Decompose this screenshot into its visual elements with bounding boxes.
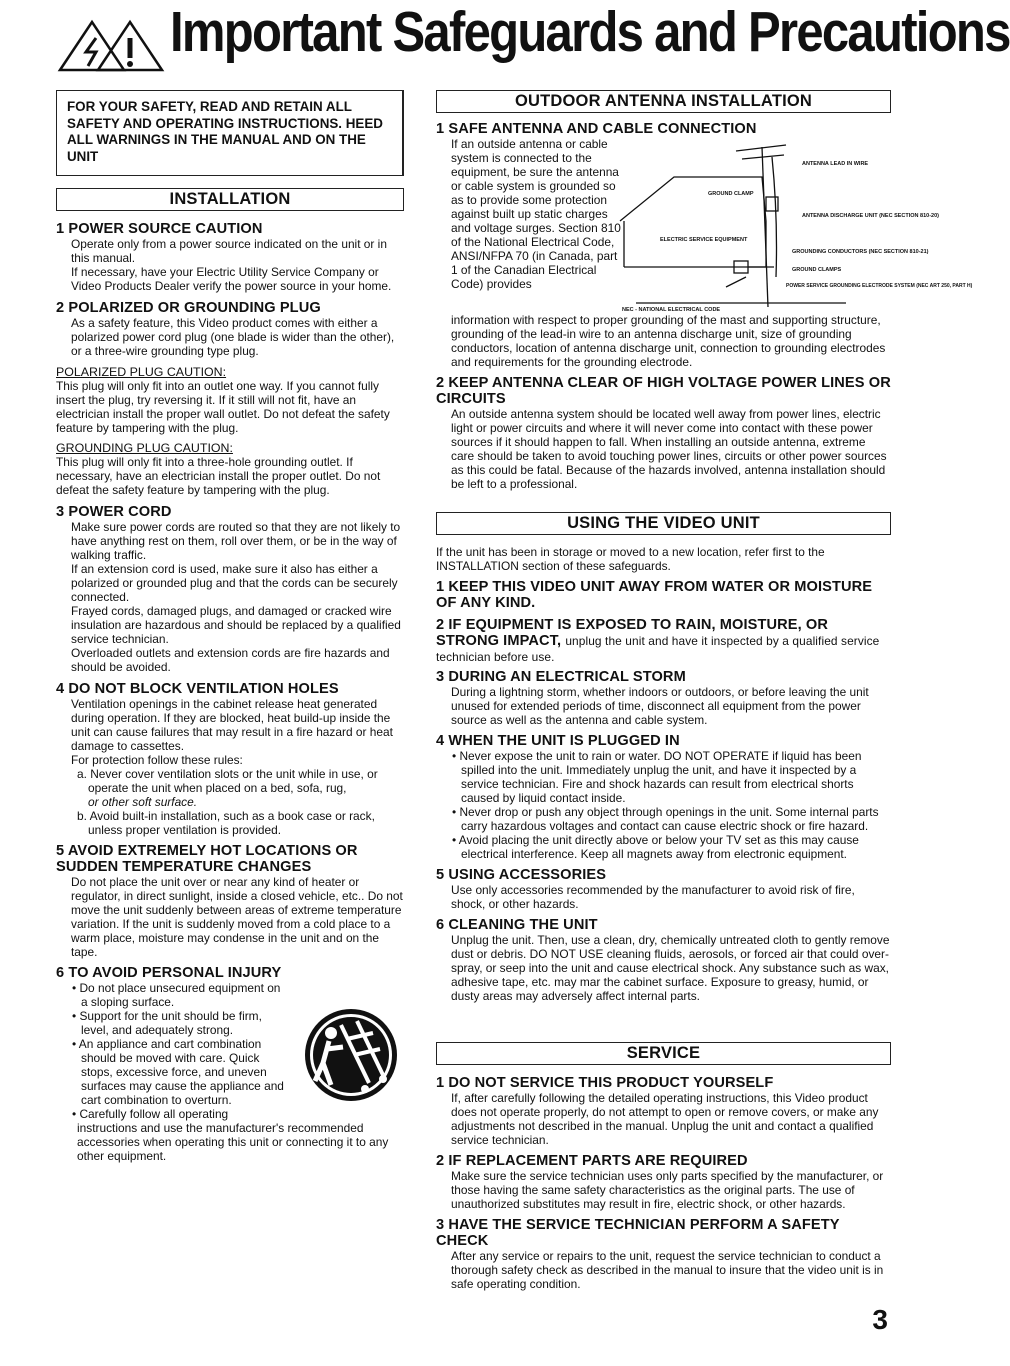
rain-text: unplug the unit and have it inspected by a qualified service technician before use.: [436, 634, 880, 664]
power-source-title: 1 POWER SOURCE CAUTION: [56, 221, 263, 237]
power-cord-text-4: Overloaded outlets and extension cords are fire hazards and should be avoided.: [71, 646, 390, 674]
label-nec: NEC - NATIONAL ELECTRICAL CODE: [622, 307, 721, 313]
safety-check-title: 3 HAVE THE SERVICE TECHNICIAN PERFORM A SAFETY CHECK: [436, 1217, 840, 1249]
power-cord-text-3: Frayed cords, damaged plugs, and damaged or cracked wire insulation are hazardous and should be replaced by a qualified service technician.: [71, 604, 401, 646]
antenna-header: OUTDOOR ANTENNA INSTALLATION: [436, 90, 891, 113]
ventilation-title: 4 DO NOT BLOCK VENTILATION HOLES: [56, 681, 339, 697]
ventilation-rule-a: a. Never cover ventilation slots or the unit while in use, or operate the unit when placed on a bed, sofa, rug,: [77, 767, 378, 795]
page-title: Important Safeguards and Precautions: [170, 0, 1010, 64]
antenna-connection-cont: information with respect to proper grounding of the mast and supporting structure, grounding of the lead-in wire to an antenna discharge unit, size of grounding conductors, location of antenna discharge unit, connection to grounding electrodes and requirements for the grounding electrode.: [451, 313, 886, 369]
antenna-section: [436, 90, 973, 491]
plugged-in-title: 4 WHEN THE UNIT IS PLUGGED IN: [436, 733, 680, 749]
plugged-bullet-3: • Avoid placing the unit directly above or below your TV set as this may cause electrical interference. Keep all magnets away from electronic equipment.: [452, 833, 859, 861]
plugged-bullet-2: • Never drop or push any object through openings in the unit. Some internal parts carry hazardous voltages and contact can cause electric shock or fire hazard.: [452, 805, 879, 833]
warning-icons: [56, 18, 166, 74]
video-intro: If the unit has been in storage or moved to a new location, refer first to the INSTALLATION section of these safeguards.: [436, 545, 825, 573]
ventilation-text-1: Ventilation openings in the cabinet release heat generated during operation. If they are blocked, heat build-up inside the unit can cause failures that may result in a fire hazard or heat damage to cassettes.: [71, 697, 393, 753]
video-section: [436, 512, 891, 1003]
page-number: 3: [872, 1304, 888, 1335]
cleaning-title: 6 CLEANING THE UNIT: [436, 917, 598, 933]
safety-check-text: After any service or repairs to the unit, request the service technician to conduct a thorough safety check as described in the manual to insure that the video unit is in safe operating condition.: [451, 1249, 884, 1291]
water-title: 1 KEEP THIS VIDEO UNIT AWAY FROM WATER OR MOISTURE OF ANY KIND.: [436, 579, 873, 611]
accessories-text: Use only accessories recommended by the manufacturer to avoid risk of fire, shock, or other hazards.: [451, 883, 855, 911]
label-discharge-unit: ANTENNA DISCHARGE UNIT (NEC SECTION 810-20): [802, 213, 940, 219]
polarized-plug-text: As a safety feature, this Video product comes with either a polarized power cord plug (one blade is wider than the other), or a three-wire grounding type plug.: [71, 316, 395, 358]
injury-bullet-2: • Support for the unit should be firm, level, and adequately strong.: [72, 1009, 262, 1037]
power-cord-title: 3 POWER CORD: [56, 504, 172, 520]
accessories-title: 5 USING ACCESSORIES: [436, 867, 607, 883]
injury-bullet-3: • An appliance and cart combination should be moved with care. Quick stops, excessive force, and uneven surfaces may cause the appliance and cart combination to overturn.: [72, 1037, 284, 1107]
cleaning-text: Unplug the unit. Then, use a clean, dry, chemically untreated cloth to gently remove dust or debris. DO NOT USE cleaning fluids, aerosols, or forced air that could over-spray, or seep into the unit and cause electrical shock. Any substance such as wax, adhesive tape, etc. may mar the cabinet surface. Exposure to greasy, humid, or dusty areas may adversely affect internal parts.: [451, 933, 890, 1003]
antenna-grounding-diagram: [616, 137, 973, 313]
antenna-connection-text: If an outside antenna or cable system is connected to the equipment, be sure the antenna or cable system is grounded so as to provide some protection against built up static charges and voltage surges. Section 810 of the National Electrical Code, ANSI/NFPA 70 (in Canada, part 1 of the Canadian Electrical Code) provides: [451, 137, 621, 291]
power-source-text-1: Operate only from a power source indicated on the unit or in this manual.: [71, 237, 387, 265]
antenna-clear-title: 2 KEEP ANTENNA CLEAR OF HIGH VOLTAGE POWER LINES OR CIRCUITS: [436, 375, 891, 407]
power-source-text-2: If necessary, have your Electric Utility Service Company or Video Products Dealer verify the power source in your home.: [71, 265, 392, 293]
ventilation-text-2: For protection follow these rules:: [71, 753, 243, 767]
hot-locations-text: Do not place the unit over or near any kind of heater or regulator, in direct sunlight, inside a closed vehicle, etc.. Do not move the unit suddenly between areas of extreme temperature variation. If the unit is suddenly moved from a cold place to a warm place, moisture may condense in the unit and on the tape.: [71, 875, 403, 959]
ventilation-rule-a2: or other soft surface.: [88, 795, 198, 809]
storm-text: During a lightning storm, whether indoors or outdoors, or before leaving the unit unused for extended periods of time, disconnect all equipment from the power source as well as the antenna and cable system.: [451, 685, 869, 727]
label-electrode: POWER SERVICE GROUNDING ELECTRODE SYSTEM (NEC ART 250, PART H): [786, 283, 973, 289]
polarized-plug-title: 2 POLARIZED OR GROUNDING PLUG: [56, 300, 321, 316]
rain-title: 2 IF EQUIPMENT IS EXPOSED TO RAIN, MOISTURE, OR STRONG IMPACT,: [436, 617, 829, 649]
label-lead-in: ANTENNA LEAD IN WIRE: [802, 161, 869, 167]
grounding-caution-head: GROUNDING PLUG CAUTION:: [56, 441, 233, 455]
no-service-title: 1 DO NOT SERVICE THIS PRODUCT YOURSELF: [436, 1075, 774, 1091]
power-cord-text-2: If an extension cord is used, make sure it also has either a polarized or grounded plug and that the cords can be securely connected.: [71, 562, 398, 604]
replacement-parts-title: 2 IF REPLACEMENT PARTS ARE REQUIRED: [436, 1153, 748, 1169]
antenna-connection-title: 1 SAFE ANTENNA AND CABLE CONNECTION: [436, 121, 757, 137]
grounding-caution-text: This plug will only fit into a three-hole grounding outlet. If necessary, have an electrician install the proper outlet. Do not defeat the safety feature by tampering with the plug.: [56, 455, 381, 497]
service-section: [436, 1042, 891, 1291]
installation-section: [56, 188, 404, 1163]
installation-header: INSTALLATION: [56, 188, 404, 211]
personal-injury-title: 6 TO AVOID PERSONAL INJURY: [56, 965, 282, 981]
ventilation-rule-b: b. Avoid built-in installation, such as a book case or rack, unless proper ventilation is provided.: [77, 809, 375, 837]
label-ground-clamps: GROUND CLAMPS: [792, 267, 842, 273]
cart-tipover-icon: [301, 1005, 401, 1105]
label-grounding-conductors: GROUNDING CONDUCTORS (NEC SECTION 810-21): [792, 249, 929, 255]
plugged-bullet-1: • Never expose the unit to rain or water. DO NOT OPERATE if liquid has been spilled into the unit. Immediately unplug the unit, and have it inspected by a service technician. Fire and shock hazards can result from electrical shorts caused by liquid contact inside.: [452, 749, 862, 805]
video-header: USING THE VIDEO UNIT: [436, 512, 891, 535]
storm-title: 3 DURING AN ELECTRICAL STORM: [436, 669, 686, 685]
safety-notice-box: [56, 90, 404, 176]
polarized-caution-head: POLARIZED PLUG CAUTION:: [56, 365, 227, 379]
polarized-caution-text: This plug will only fit into an outlet one way. If you cannot fully insert the plug, try reversing it. If it still will not fit, have an electrician install the proper wall outlet. Do not defeat the safety feature by tampering with the plug.: [56, 379, 390, 435]
service-header: SERVICE: [436, 1042, 891, 1065]
injury-bullet-4-cont: instructions and use the manufacturer's recommended accessories when operating this unit or connecting it to any other equipment.: [77, 1121, 389, 1163]
label-ground-clamp: GROUND CLAMP: [708, 191, 754, 197]
no-service-text: If, after carefully following the detailed operating instructions, this Video product does not operate properly, do not attempt to open or remove covers, or make any adjustments not described in the manual. Unplug the unit and contact a qualified service technician.: [451, 1091, 879, 1147]
injury-bullet-1: • Do not place unsecured equipment on a sloping surface.: [72, 981, 281, 1009]
antenna-clear-text: An outside antenna system should be located well away from power lines, electric light or power circuits and where it will never come into contact with these power sources if it should happen to fall. When installing an outside antenna, extreme care should be taken to avoid touching power lines, circuits or other power sources as this could be fatal. Because of the hazards involved, antenna installation should be left to a professional.: [451, 407, 887, 491]
replacement-parts-text: Make sure the service technician uses only parts specified by the manufacturer, or those having the same safety characteristics as the original parts. The use of unauthorized substitutes may result in fire, electric shock, or other hazards.: [451, 1169, 884, 1211]
hot-locations-title: 5 AVOID EXTREMELY HOT LOCATIONS OR SUDDEN TEMPERATURE CHANGES: [56, 843, 358, 875]
power-cord-text-1: Make sure power cords are routed so that they are not likely to have anything rest on them, roll over them, or be in the way of walking traffic.: [71, 520, 401, 562]
safety-notice-text: FOR YOUR SAFETY, READ AND RETAIN ALL SAFETY AND OPERATING INSTRUCTIONS. HEED ALL WARNINGS IN THE MANUAL AND ON THE UNIT: [67, 99, 383, 164]
injury-bullet-4: • Carefully follow all operating: [72, 1107, 229, 1121]
label-electric-service: ELECTRIC SERVICE EQUIPMENT: [660, 237, 748, 243]
